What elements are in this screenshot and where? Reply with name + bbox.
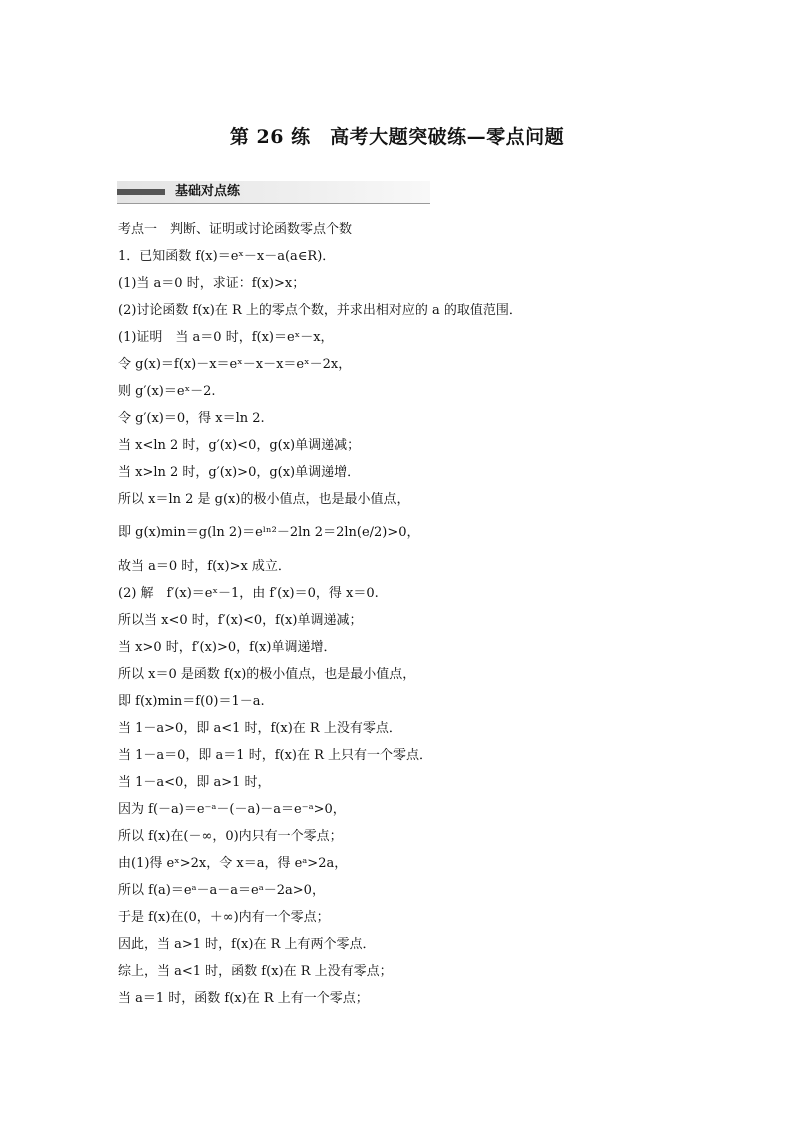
solution-line: 当 1－a>0，即 a<1 时，f(x)在 R 上没有零点． bbox=[118, 721, 402, 736]
solution-line: 于是 f(x)在(0，＋∞)内有一个零点； bbox=[118, 910, 330, 925]
solution-line: 当 1－a<0，即 a>1 时， bbox=[118, 775, 271, 790]
solution-line: 所以 x＝0 是函数 f(x)的极小值点，也是最小值点， bbox=[118, 667, 416, 682]
solution-line: 综上，当 a<1 时，函数 f(x)在 R 上没有零点； bbox=[118, 964, 393, 979]
solution-line: 所以 f(x)在(－∞，0)内只有一个零点； bbox=[118, 829, 343, 844]
solution-line: (2) 解 f′(x)＝eˣ－1，由 f′(x)＝0，得 x＝0. bbox=[118, 586, 379, 601]
topic-heading: 考点一 判断、证明或讨论函数零点个数 bbox=[118, 222, 353, 237]
document-body bbox=[118, 216, 718, 1012]
section-label: 基础对点练 bbox=[175, 184, 241, 199]
solution-line: (1)证明 当 a＝0 时，f(x)＝eˣ－x， bbox=[118, 330, 334, 345]
solution-line: 当 1－a＝0，即 a＝1 时，f(x)在 R 上只有一个零点． bbox=[118, 748, 433, 763]
solution-line: 故当 a＝0 时，f(x)>x 成立． bbox=[118, 559, 291, 574]
solution-line-fraction: 即 g(x)min＝g(ln 2)＝eˡⁿ²－2ln 2＝2ln(e/2)>0， bbox=[118, 525, 420, 540]
section-stripe bbox=[117, 189, 165, 195]
solution-line: 由(1)得 eˣ>2x，令 x＝a，得 eᵃ>2a， bbox=[118, 856, 348, 871]
problem-statement: 1．已知函数 f(x)＝eˣ－x－a(a∈R)． bbox=[118, 249, 336, 264]
solution-line: 当 x>0 时，f′(x)>0，f(x)单调递增． bbox=[118, 640, 337, 655]
solution-line: 当 x>ln 2 时，g′(x)>0，g(x)单调递增． bbox=[118, 465, 361, 480]
solution-line: 因此，当 a>1 时，f(x)在 R 上有两个零点． bbox=[118, 937, 376, 952]
problem-part-1: (1)当 a＝0 时，求证：f(x)>x； bbox=[118, 276, 306, 291]
problem-part-2: (2)讨论函数 f(x)在 R 上的零点个数，并求出相对应的 a 的取值范围． bbox=[118, 303, 522, 318]
solution-line: 则 g′(x)＝eˣ－2. bbox=[118, 384, 216, 399]
solution-line: 所以 f(a)＝eᵃ－a－a＝eᵃ－2a>0， bbox=[118, 883, 325, 898]
solution-line: 因为 f(－a)＝e⁻ᵃ－(－a)－a＝e⁻ᵃ>0， bbox=[118, 802, 346, 817]
solution-line: 令 g′(x)＝0，得 x＝ln 2. bbox=[118, 411, 265, 426]
solution-line: 令 g(x)＝f(x)－x＝eˣ－x－x＝eˣ－2x， bbox=[118, 357, 352, 372]
solution-line: 所以 x＝ln 2 是 g(x)的极小值点，也是最小值点， bbox=[118, 492, 410, 507]
solution-line: 即 f(x)min＝f(0)＝1－a. bbox=[118, 694, 265, 709]
page-title: 第 26 练 高考大题突破练—零点问题 bbox=[229, 126, 565, 148]
solution-line: 当 x<ln 2 时，g′(x)<0，g(x)单调递减； bbox=[118, 438, 361, 453]
section-header bbox=[117, 181, 430, 204]
solution-line: 所以当 x<0 时，f′(x)<0，f(x)单调递减； bbox=[118, 613, 363, 628]
solution-line: 当 a＝1 时，函数 f(x)在 R 上有一个零点； bbox=[118, 991, 369, 1006]
